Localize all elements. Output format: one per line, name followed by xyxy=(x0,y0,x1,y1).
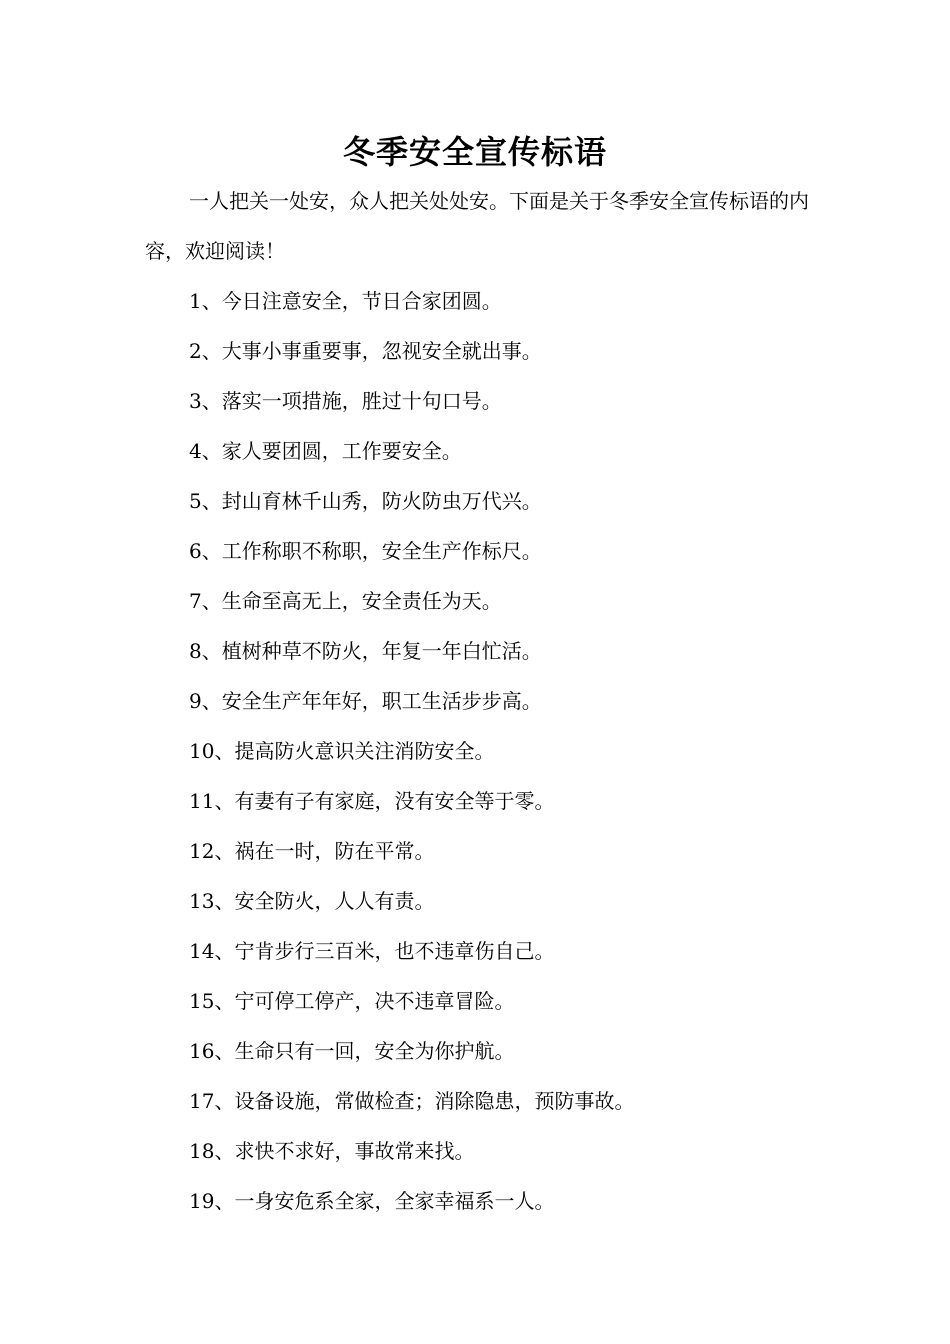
intro-paragraph: 一人把关一处安，众人把关处处安。下面是关于冬季安全宣传标语的内容，欢迎阅读！ xyxy=(145,189,809,263)
slogan-item: 14、宁肯步行三百米，也不违章伤自己。 xyxy=(189,939,555,963)
slogan-item: 5、封山育林千山秀，防火防虫万代兴。 xyxy=(189,489,542,513)
slogan-item: 18、求快不求好，事故常来找。 xyxy=(189,1139,475,1163)
slogan-item: 12、祸在一时，防在平常。 xyxy=(189,839,435,863)
slogan-item: 2、大事小事重要事，忽视安全就出事。 xyxy=(189,339,542,363)
slogan-item: 10、提高防火意识关注消防安全。 xyxy=(189,739,495,763)
slogan-list xyxy=(189,276,634,1226)
slogan-item: 8、植树种草不防火，年复一年白忙活。 xyxy=(189,639,542,663)
slogan-item: 13、安全防火，人人有责。 xyxy=(189,889,435,913)
slogan-item: 11、有妻有子有家庭，没有安全等于零。 xyxy=(189,789,555,813)
slogan-item: 9、安全生产年年好，职工生活步步高。 xyxy=(189,689,542,713)
slogan-item: 4、家人要团圆，工作要安全。 xyxy=(189,439,462,463)
slogan-item: 6、工作称职不称职，安全生产作标尺。 xyxy=(189,539,542,563)
slogan-item: 17、设备设施，常做检查；消除隐患，预防事故。 xyxy=(189,1089,635,1113)
slogan-item: 16、生命只有一回，安全为你护航。 xyxy=(189,1039,515,1063)
slogan-item: 19、一身安危系全家，全家幸福系一人。 xyxy=(189,1189,555,1213)
document-title: 冬季安全宣传标语 xyxy=(342,133,607,171)
slogan-item: 7、生命至高无上，安全责任为天。 xyxy=(189,589,502,613)
slogan-item: 1、今日注意安全，节日合家团圆。 xyxy=(189,289,502,313)
slogan-item: 15、宁可停工停产，决不违章冒险。 xyxy=(189,989,515,1013)
slogan-item: 3、落实一项措施，胜过十句口号。 xyxy=(189,389,502,413)
